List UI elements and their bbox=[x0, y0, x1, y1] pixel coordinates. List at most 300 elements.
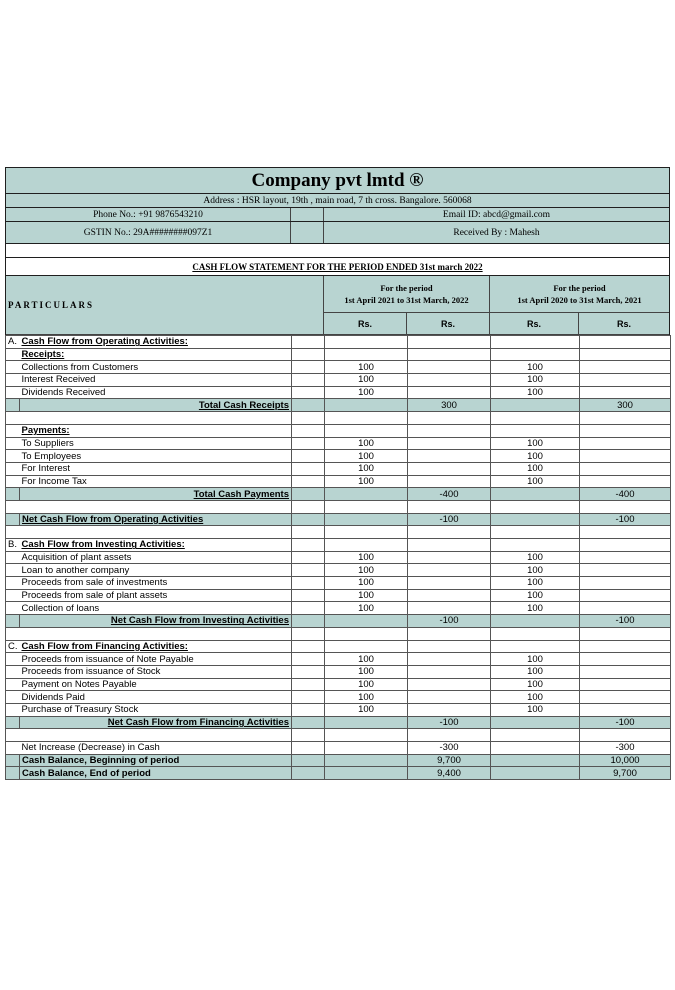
value-2022-a bbox=[325, 539, 408, 552]
row-index bbox=[6, 577, 20, 590]
table-row bbox=[6, 526, 671, 539]
value-2021-total bbox=[580, 564, 671, 577]
value-2021-total bbox=[580, 386, 671, 399]
value-2021-a: 100 bbox=[491, 589, 580, 602]
value-2021-a: 100 bbox=[491, 475, 580, 488]
row-index bbox=[6, 412, 20, 425]
row-label: For Income Tax bbox=[20, 475, 292, 488]
value-2021-a bbox=[491, 513, 580, 526]
particulars-label: PARTICULARS bbox=[8, 300, 95, 310]
value-2021-a bbox=[491, 742, 580, 755]
table-row bbox=[6, 348, 671, 361]
row-index bbox=[6, 513, 20, 526]
value-2021-total bbox=[580, 627, 671, 640]
row-index bbox=[6, 488, 20, 501]
phone-text: Phone No.: +91 9876543210 bbox=[93, 209, 203, 220]
row-index bbox=[6, 767, 20, 780]
value-2022-total: -100 bbox=[408, 615, 491, 628]
row-index bbox=[6, 551, 20, 564]
value-2022-a bbox=[325, 526, 408, 539]
row-index bbox=[6, 615, 20, 628]
value-2022-total: 9,400 bbox=[408, 767, 491, 780]
value-2021-total bbox=[580, 665, 671, 678]
value-2021-total bbox=[580, 526, 671, 539]
table-row bbox=[6, 729, 671, 742]
value-2021-total bbox=[580, 500, 671, 513]
value-2022-a: 100 bbox=[325, 450, 408, 463]
table-row bbox=[6, 513, 671, 526]
spacer-cell bbox=[292, 564, 325, 577]
value-2022-a: 100 bbox=[325, 437, 408, 450]
value-2022-a bbox=[325, 500, 408, 513]
company-title-bar bbox=[5, 167, 670, 193]
value-2021-total bbox=[580, 475, 671, 488]
value-2021-a: 100 bbox=[491, 602, 580, 615]
value-2021-total: 9,700 bbox=[580, 767, 671, 780]
value-2022-total bbox=[408, 703, 491, 716]
row-index bbox=[6, 742, 20, 755]
value-2021-a: 100 bbox=[491, 450, 580, 463]
row-label: Cash Flow from Investing Activities: bbox=[20, 539, 292, 552]
table-row bbox=[6, 691, 671, 704]
row-label: Receipts: bbox=[20, 348, 292, 361]
row-label bbox=[20, 412, 292, 425]
value-2022-total bbox=[408, 665, 491, 678]
row-label: Net Cash Flow from Investing Activities bbox=[20, 615, 292, 628]
gstin-text: GSTIN No.: 29A########097Z1 bbox=[83, 227, 213, 238]
spacer-cell bbox=[292, 336, 325, 349]
value-2022-total bbox=[408, 691, 491, 704]
row-index bbox=[6, 691, 20, 704]
value-2022-a: 100 bbox=[325, 551, 408, 564]
table-row bbox=[6, 665, 671, 678]
value-2021-a bbox=[491, 488, 580, 501]
row-label: Dividends Paid bbox=[20, 691, 292, 704]
value-2021-a: 100 bbox=[491, 703, 580, 716]
table-row bbox=[6, 678, 671, 691]
value-2022-a bbox=[325, 488, 408, 501]
row-index bbox=[6, 450, 20, 463]
spacer-cell bbox=[292, 678, 325, 691]
column-header bbox=[5, 275, 670, 335]
spacer-cell bbox=[292, 361, 325, 374]
value-2021-a: 100 bbox=[491, 361, 580, 374]
value-2021-total bbox=[580, 450, 671, 463]
value-2022-a bbox=[325, 424, 408, 437]
row-label: Net Cash Flow from Operating Activities bbox=[20, 513, 292, 526]
row-label: Interest Received bbox=[20, 374, 292, 387]
value-2022-total bbox=[408, 374, 491, 387]
period1-header bbox=[324, 276, 490, 335]
value-2022-a bbox=[325, 336, 408, 349]
row-label: Net Increase (Decrease) in Cash bbox=[20, 742, 292, 755]
period2-line2: 1st April 2020 to 31st March, 2021 bbox=[517, 295, 642, 306]
particulars-header bbox=[6, 276, 324, 335]
value-2022-a: 100 bbox=[325, 665, 408, 678]
value-2022-a bbox=[325, 640, 408, 653]
value-2022-total bbox=[408, 678, 491, 691]
row-label: Proceeds from issuance of Note Payable bbox=[20, 653, 292, 666]
value-2021-total: -300 bbox=[580, 742, 671, 755]
value-2021-total bbox=[580, 640, 671, 653]
spacer-cell bbox=[292, 424, 325, 437]
row-label: Payment on Notes Payable bbox=[20, 678, 292, 691]
spacer-cell bbox=[292, 374, 325, 387]
spacer-cell bbox=[292, 653, 325, 666]
spacer-cell bbox=[292, 399, 325, 412]
period1-line1: For the period bbox=[380, 283, 433, 294]
value-2022-total bbox=[408, 361, 491, 374]
spacer-cell bbox=[292, 488, 325, 501]
value-2022-total: 300 bbox=[408, 399, 491, 412]
row-label: Acquisition of plant assets bbox=[20, 551, 292, 564]
value-2022-total bbox=[408, 450, 491, 463]
table-row bbox=[6, 539, 671, 552]
value-2021-total bbox=[580, 539, 671, 552]
spacer-cell bbox=[292, 526, 325, 539]
value-2021-total bbox=[580, 729, 671, 742]
table-row bbox=[6, 386, 671, 399]
table-row bbox=[6, 703, 671, 716]
row-label: Cash Balance, Beginning of period bbox=[20, 754, 292, 767]
cash-flow-table bbox=[5, 335, 671, 780]
value-2021-total bbox=[580, 653, 671, 666]
gstin-cell bbox=[6, 222, 291, 243]
statement-title: CASH FLOW STATEMENT FOR THE PERIOD ENDED 31st march 2022 bbox=[192, 261, 483, 272]
table-row bbox=[6, 412, 671, 425]
row-label: Total Cash Payments bbox=[20, 488, 292, 501]
blank-row bbox=[5, 243, 670, 257]
statement-title-bar bbox=[5, 257, 670, 275]
value-2021-total bbox=[580, 336, 671, 349]
rs-label: Rs. bbox=[526, 318, 541, 329]
value-2021-a bbox=[491, 539, 580, 552]
spacer-cell bbox=[291, 208, 324, 221]
row-label: Net Cash Flow from Financing Activities bbox=[20, 716, 292, 729]
value-2021-total bbox=[580, 678, 671, 691]
value-2021-total bbox=[580, 703, 671, 716]
table-row bbox=[6, 399, 671, 412]
row-label: Cash Flow from Operating Activities: bbox=[20, 336, 292, 349]
spacer-cell bbox=[292, 513, 325, 526]
spacer-cell bbox=[292, 665, 325, 678]
period1-line2: 1st April 2021 to 31st March, 2022 bbox=[344, 295, 469, 306]
row-index bbox=[6, 703, 20, 716]
value-2021-total: -100 bbox=[580, 513, 671, 526]
row-index bbox=[6, 526, 20, 539]
rs-header bbox=[579, 313, 669, 335]
rs-label: Rs. bbox=[440, 318, 455, 329]
spacer-cell bbox=[292, 703, 325, 716]
value-2022-a: 100 bbox=[325, 589, 408, 602]
value-2022-total bbox=[408, 462, 491, 475]
value-2022-a bbox=[325, 513, 408, 526]
spacer-cell bbox=[292, 640, 325, 653]
table-row bbox=[6, 488, 671, 501]
value-2021-a: 100 bbox=[491, 564, 580, 577]
value-2021-a bbox=[491, 615, 580, 628]
value-2021-a: 100 bbox=[491, 653, 580, 666]
row-index bbox=[6, 589, 20, 602]
value-2022-total bbox=[408, 564, 491, 577]
value-2021-a bbox=[491, 399, 580, 412]
value-2022-a: 100 bbox=[325, 703, 408, 716]
value-2022-total bbox=[408, 640, 491, 653]
value-2022-total bbox=[408, 475, 491, 488]
row-index bbox=[6, 602, 20, 615]
value-2021-a bbox=[491, 412, 580, 425]
spacer-cell bbox=[292, 348, 325, 361]
value-2022-total bbox=[408, 551, 491, 564]
value-2021-a bbox=[491, 754, 580, 767]
value-2022-a bbox=[325, 754, 408, 767]
spacer-cell bbox=[292, 627, 325, 640]
table-row bbox=[6, 716, 671, 729]
spacer-cell bbox=[292, 462, 325, 475]
spacer-cell bbox=[292, 767, 325, 780]
value-2021-a: 100 bbox=[491, 665, 580, 678]
row-index: B. bbox=[6, 539, 20, 552]
spacer-cell bbox=[292, 742, 325, 755]
value-2021-total bbox=[580, 589, 671, 602]
row-index bbox=[6, 716, 20, 729]
table-row bbox=[6, 336, 671, 349]
rs-label: Rs. bbox=[357, 318, 372, 329]
address-bar bbox=[5, 193, 670, 207]
spacer-cell bbox=[292, 437, 325, 450]
value-2021-total bbox=[580, 462, 671, 475]
rs-header bbox=[490, 313, 579, 335]
row-label: Cash Balance, End of period bbox=[20, 767, 292, 780]
value-2022-total: -100 bbox=[408, 513, 491, 526]
rs-label: Rs. bbox=[616, 318, 631, 329]
value-2022-a bbox=[325, 412, 408, 425]
gstin-row bbox=[5, 221, 670, 243]
value-2022-a bbox=[325, 348, 408, 361]
contact-row bbox=[5, 207, 670, 221]
table-row bbox=[6, 424, 671, 437]
row-label: Purchase of Treasury Stock bbox=[20, 703, 292, 716]
row-index: C. bbox=[6, 640, 20, 653]
table-row bbox=[6, 653, 671, 666]
rs-header bbox=[407, 313, 490, 335]
row-index bbox=[6, 386, 20, 399]
value-2021-total bbox=[580, 374, 671, 387]
spacer-cell bbox=[292, 716, 325, 729]
value-2022-total bbox=[408, 729, 491, 742]
value-2022-total bbox=[408, 602, 491, 615]
value-2021-a bbox=[491, 640, 580, 653]
value-2021-total bbox=[580, 577, 671, 590]
period2-line1: For the period bbox=[553, 283, 606, 294]
table-row bbox=[6, 450, 671, 463]
row-label: Payments: bbox=[20, 424, 292, 437]
period2-header bbox=[490, 276, 669, 335]
value-2021-a: 100 bbox=[491, 691, 580, 704]
row-index bbox=[6, 462, 20, 475]
value-2021-a: 100 bbox=[491, 374, 580, 387]
row-label: Collection of loans bbox=[20, 602, 292, 615]
value-2022-a: 100 bbox=[325, 653, 408, 666]
spacer-cell bbox=[292, 729, 325, 742]
value-2022-total bbox=[408, 386, 491, 399]
value-2022-a bbox=[325, 742, 408, 755]
value-2021-a bbox=[491, 500, 580, 513]
value-2021-a bbox=[491, 336, 580, 349]
row-label: Proceeds from sale of plant assets bbox=[20, 589, 292, 602]
row-index bbox=[6, 627, 20, 640]
table-row bbox=[6, 742, 671, 755]
received-by-cell bbox=[324, 222, 669, 243]
period1-title bbox=[324, 276, 490, 313]
spacer-cell bbox=[292, 500, 325, 513]
spacer-cell bbox=[292, 577, 325, 590]
table-row bbox=[6, 615, 671, 628]
row-label: Dividends Received bbox=[20, 386, 292, 399]
row-label: To Employees bbox=[20, 450, 292, 463]
value-2021-total bbox=[580, 602, 671, 615]
value-2022-total bbox=[408, 348, 491, 361]
value-2021-total bbox=[580, 412, 671, 425]
value-2022-total bbox=[408, 437, 491, 450]
row-label bbox=[20, 500, 292, 513]
table-row bbox=[6, 627, 671, 640]
row-label: Collections from Customers bbox=[20, 361, 292, 374]
table-row bbox=[6, 754, 671, 767]
value-2021-total: 10,000 bbox=[580, 754, 671, 767]
value-2021-a: 100 bbox=[491, 551, 580, 564]
value-2021-a: 100 bbox=[491, 386, 580, 399]
table-row bbox=[6, 551, 671, 564]
row-label: Proceeds from sale of investments bbox=[20, 577, 292, 590]
value-2021-total bbox=[580, 437, 671, 450]
row-label bbox=[20, 526, 292, 539]
row-index bbox=[6, 399, 20, 412]
row-index bbox=[6, 374, 20, 387]
value-2022-a: 100 bbox=[325, 386, 408, 399]
table-row bbox=[6, 475, 671, 488]
row-label: For Interest bbox=[20, 462, 292, 475]
value-2021-total bbox=[580, 691, 671, 704]
value-2022-total: -400 bbox=[408, 488, 491, 501]
value-2021-total bbox=[580, 551, 671, 564]
value-2022-total bbox=[408, 539, 491, 552]
row-index bbox=[6, 348, 20, 361]
table-row bbox=[6, 767, 671, 780]
phone-cell bbox=[6, 208, 291, 221]
row-index bbox=[6, 564, 20, 577]
table-row bbox=[6, 462, 671, 475]
row-index bbox=[6, 500, 20, 513]
value-2022-total bbox=[408, 412, 491, 425]
value-2021-total: 300 bbox=[580, 399, 671, 412]
value-2022-a: 100 bbox=[325, 475, 408, 488]
value-2021-a: 100 bbox=[491, 577, 580, 590]
table-row bbox=[6, 374, 671, 387]
value-2021-a: 100 bbox=[491, 462, 580, 475]
value-2022-a: 100 bbox=[325, 361, 408, 374]
table-row bbox=[6, 577, 671, 590]
row-label: Total Cash Receipts bbox=[20, 399, 292, 412]
value-2021-total: -400 bbox=[580, 488, 671, 501]
value-2021-a: 100 bbox=[491, 678, 580, 691]
value-2022-a: 100 bbox=[325, 462, 408, 475]
row-index bbox=[6, 653, 20, 666]
row-index: A. bbox=[6, 336, 20, 349]
spacer-cell bbox=[292, 589, 325, 602]
value-2022-total bbox=[408, 653, 491, 666]
value-2022-a: 100 bbox=[325, 374, 408, 387]
spacer-cell bbox=[292, 551, 325, 564]
row-index bbox=[6, 665, 20, 678]
table-row bbox=[6, 361, 671, 374]
spacer-cell bbox=[292, 450, 325, 463]
value-2022-total bbox=[408, 500, 491, 513]
received-by-text: Received By : Mahesh bbox=[453, 227, 540, 238]
spacer-cell bbox=[292, 615, 325, 628]
value-2022-total bbox=[408, 336, 491, 349]
company-name: Company pvt lmtd ® bbox=[251, 169, 424, 191]
cash-flow-sheet bbox=[5, 167, 670, 780]
value-2021-total bbox=[580, 348, 671, 361]
value-2021-a bbox=[491, 526, 580, 539]
table-row bbox=[6, 640, 671, 653]
value-2022-a: 100 bbox=[325, 564, 408, 577]
table-row bbox=[6, 500, 671, 513]
row-label: Proceeds from issuance of Stock bbox=[20, 665, 292, 678]
row-label: Loan to another company bbox=[20, 564, 292, 577]
row-index bbox=[6, 437, 20, 450]
spacer-cell bbox=[292, 754, 325, 767]
table-row bbox=[6, 602, 671, 615]
table-row bbox=[6, 564, 671, 577]
spacer-cell bbox=[292, 412, 325, 425]
value-2022-total: 9,700 bbox=[408, 754, 491, 767]
value-2021-a bbox=[491, 348, 580, 361]
value-2021-a bbox=[491, 716, 580, 729]
value-2021-a bbox=[491, 627, 580, 640]
value-2022-a: 100 bbox=[325, 602, 408, 615]
spacer-cell bbox=[292, 691, 325, 704]
spacer-cell bbox=[292, 386, 325, 399]
row-index bbox=[6, 678, 20, 691]
value-2022-a bbox=[325, 729, 408, 742]
spacer-cell bbox=[291, 222, 324, 243]
table-body bbox=[6, 336, 671, 780]
rs-header bbox=[324, 313, 407, 335]
row-label bbox=[20, 729, 292, 742]
value-2022-a: 100 bbox=[325, 691, 408, 704]
value-2021-total bbox=[580, 361, 671, 374]
row-label: Cash Flow from Financing Activities: bbox=[20, 640, 292, 653]
value-2022-total bbox=[408, 526, 491, 539]
row-index bbox=[6, 361, 20, 374]
row-index bbox=[6, 754, 20, 767]
value-2022-total bbox=[408, 424, 491, 437]
value-2022-total bbox=[408, 577, 491, 590]
value-2021-total: -100 bbox=[580, 615, 671, 628]
value-2022-a bbox=[325, 615, 408, 628]
value-2021-a bbox=[491, 767, 580, 780]
spacer-cell bbox=[292, 539, 325, 552]
value-2022-a bbox=[325, 767, 408, 780]
address-text: Address : HSR layout, 19th , main road, 7 th cross. Bangalore. 560068 bbox=[203, 195, 472, 206]
value-2021-a bbox=[491, 424, 580, 437]
period2-title bbox=[490, 276, 669, 313]
value-2022-a: 100 bbox=[325, 577, 408, 590]
row-index bbox=[6, 424, 20, 437]
value-2022-total: -100 bbox=[408, 716, 491, 729]
